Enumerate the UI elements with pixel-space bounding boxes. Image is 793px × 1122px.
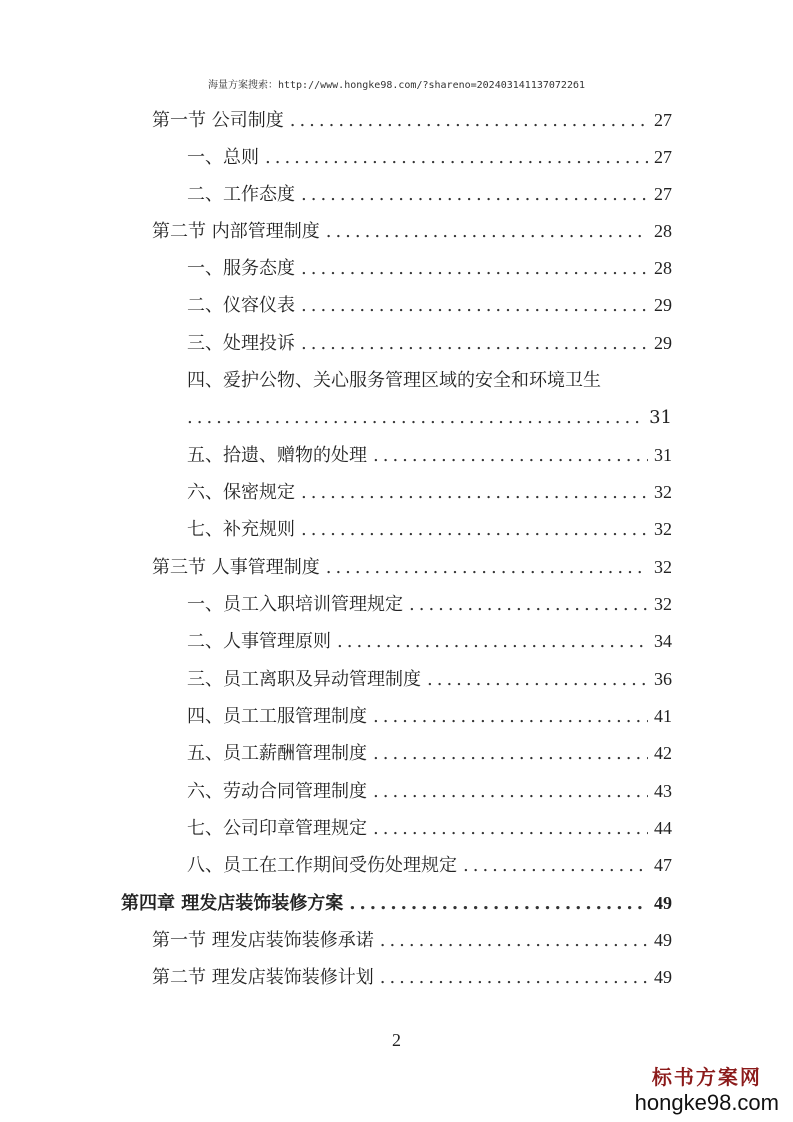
toc-entry-title: 第二节 内部管理制度 [152, 221, 320, 242]
toc-entry-title: 第三节 人事管理制度 [152, 557, 320, 578]
toc-entry-page: 32 [654, 557, 672, 577]
toc-entry-page: 47 [654, 855, 672, 875]
toc-leader-dots [265, 145, 648, 171]
toc-leader-dots [380, 965, 648, 991]
toc-entry[interactable] [187, 740, 672, 766]
toc-leader-dots [301, 517, 648, 543]
toc-entry[interactable] [152, 554, 672, 580]
toc-entry[interactable] [187, 255, 672, 281]
toc-entry[interactable] [187, 330, 672, 356]
toc-entry-page: 36 [654, 669, 672, 689]
toc-entry-page: 49 [654, 930, 672, 950]
toc-entry[interactable] [187, 442, 672, 468]
toc-leader-dots [373, 779, 648, 805]
toc-entry-title: 第一节 公司制度 [152, 110, 284, 131]
toc-entry-page: 27 [654, 184, 672, 204]
toc-leader-dots [290, 108, 648, 134]
watermark-cn-text: 标书方案网 [651, 1065, 762, 1089]
toc-leader-dots [326, 555, 648, 581]
toc-entry-title: 五、拾遗、赠物的处理 [187, 445, 367, 466]
toc-entry-title: 七、公司印章管理规定 [187, 818, 367, 839]
toc-entry-page: 34 [654, 631, 672, 651]
toc-entry-title: 七、补充规则 [187, 519, 295, 540]
toc-entry-page: 28 [654, 258, 672, 278]
page-number: 2 [392, 1030, 401, 1050]
toc-entry[interactable] [187, 516, 672, 542]
toc-leader-dots [427, 667, 648, 693]
toc-entry-wrapped[interactable] [187, 368, 672, 394]
toc-entry-title: 五、员工薪酬管理制度 [187, 743, 367, 764]
toc-entry[interactable] [152, 218, 672, 244]
toc-entry-page: 32 [654, 519, 672, 539]
toc-leader-dots [409, 592, 648, 618]
toc-entry-page: 42 [654, 743, 672, 763]
toc-entry-page: 27 [654, 110, 672, 130]
toc-leader-dots [373, 816, 648, 842]
toc-entry-page: 43 [654, 781, 672, 801]
toc-leader-dots [380, 928, 648, 954]
toc-entry-title: 四、爱护公物、关心服务管理区域的安全和环境卫生 [187, 370, 601, 391]
toc-entry-page: 41 [654, 706, 672, 726]
toc-entry-page: 44 [654, 818, 672, 838]
toc-entry-title: 一、服务态度 [187, 258, 295, 279]
toc-entry-page: 31 [649, 407, 672, 428]
toc-entry-title: 二、工作态度 [187, 184, 295, 205]
toc-entry[interactable] [187, 703, 672, 729]
toc-entry[interactable] [187, 181, 672, 207]
toc-entry-page: 49 [654, 967, 672, 987]
toc-entry[interactable] [187, 628, 672, 654]
toc-entry-page: 32 [654, 594, 672, 614]
toc-entry-title: 一、总则 [187, 147, 259, 168]
header-source-note[interactable]: 海量方案搜索：http://www.hongke98.com/?shareno=2024031411370722б1 [207, 80, 586, 91]
toc-leader-dots [463, 853, 648, 879]
toc-entry[interactable] [187, 666, 672, 692]
toc-entry[interactable] [152, 927, 672, 953]
toc-entry[interactable] [152, 964, 672, 990]
toc-entry-title: 六、保密规定 [187, 482, 295, 503]
toc-entry[interactable] [187, 815, 672, 841]
toc-entry-page: 27 [654, 147, 672, 167]
toc-leader-dots [373, 443, 648, 469]
toc-entry-page: 32 [654, 482, 672, 502]
toc-entry-title: 第四章 理发店装饰装修方案 [121, 893, 344, 914]
toc-entry-page: 29 [654, 295, 672, 315]
toc-entry[interactable] [187, 778, 672, 804]
toc-entry-title: 四、员工工服管理制度 [187, 706, 367, 727]
toc-entry[interactable] [187, 591, 672, 617]
toc-leader-dots [337, 629, 648, 655]
toc-chapter-entry[interactable] [121, 890, 672, 916]
toc-entry-title: 二、人事管理原则 [187, 631, 331, 652]
toc-entry[interactable] [187, 852, 672, 878]
toc-leader-dots [301, 331, 648, 357]
toc-leader-dots [187, 405, 643, 431]
toc-entry-title: 第二节 理发店装饰装修计划 [152, 967, 374, 988]
toc-entry[interactable] [187, 144, 672, 170]
toc-entry-title: 六、劳动合同管理制度 [187, 781, 367, 802]
toc-leader-dots [349, 891, 648, 917]
site-watermark-logo [635, 1061, 779, 1116]
toc-entry-title: 第一节 理发店装饰装修承诺 [152, 930, 374, 951]
toc-entry-continuation[interactable] [187, 405, 672, 431]
toc-entry-title: 一、员工入职培训管理规定 [187, 594, 403, 615]
toc-entry-page: 49 [654, 893, 672, 913]
watermark-en-text: hongke98.com [634, 1090, 779, 1115]
toc-entry-title: 二、仪容仪表 [187, 295, 295, 316]
toc-entry[interactable] [187, 479, 672, 505]
toc-leader-dots [301, 293, 648, 319]
toc-leader-dots [301, 480, 648, 506]
toc-leader-dots [301, 256, 648, 282]
toc-leader-dots [373, 704, 648, 730]
toc-leader-dots [301, 182, 648, 208]
toc-entry-page: 29 [654, 333, 672, 353]
toc-entry-title: 三、员工离职及异动管理制度 [187, 669, 421, 690]
toc-leader-dots [373, 741, 648, 767]
toc-entry-page: 31 [654, 445, 672, 465]
toc-entry-title: 八、员工在工作期间受伤处理规定 [187, 855, 457, 876]
toc-entry[interactable] [187, 292, 672, 318]
toc-entry-title: 三、处理投诉 [187, 333, 295, 354]
toc-leader-dots [326, 219, 648, 245]
toc-entry[interactable] [152, 107, 672, 133]
toc-entry-page: 28 [654, 221, 672, 241]
